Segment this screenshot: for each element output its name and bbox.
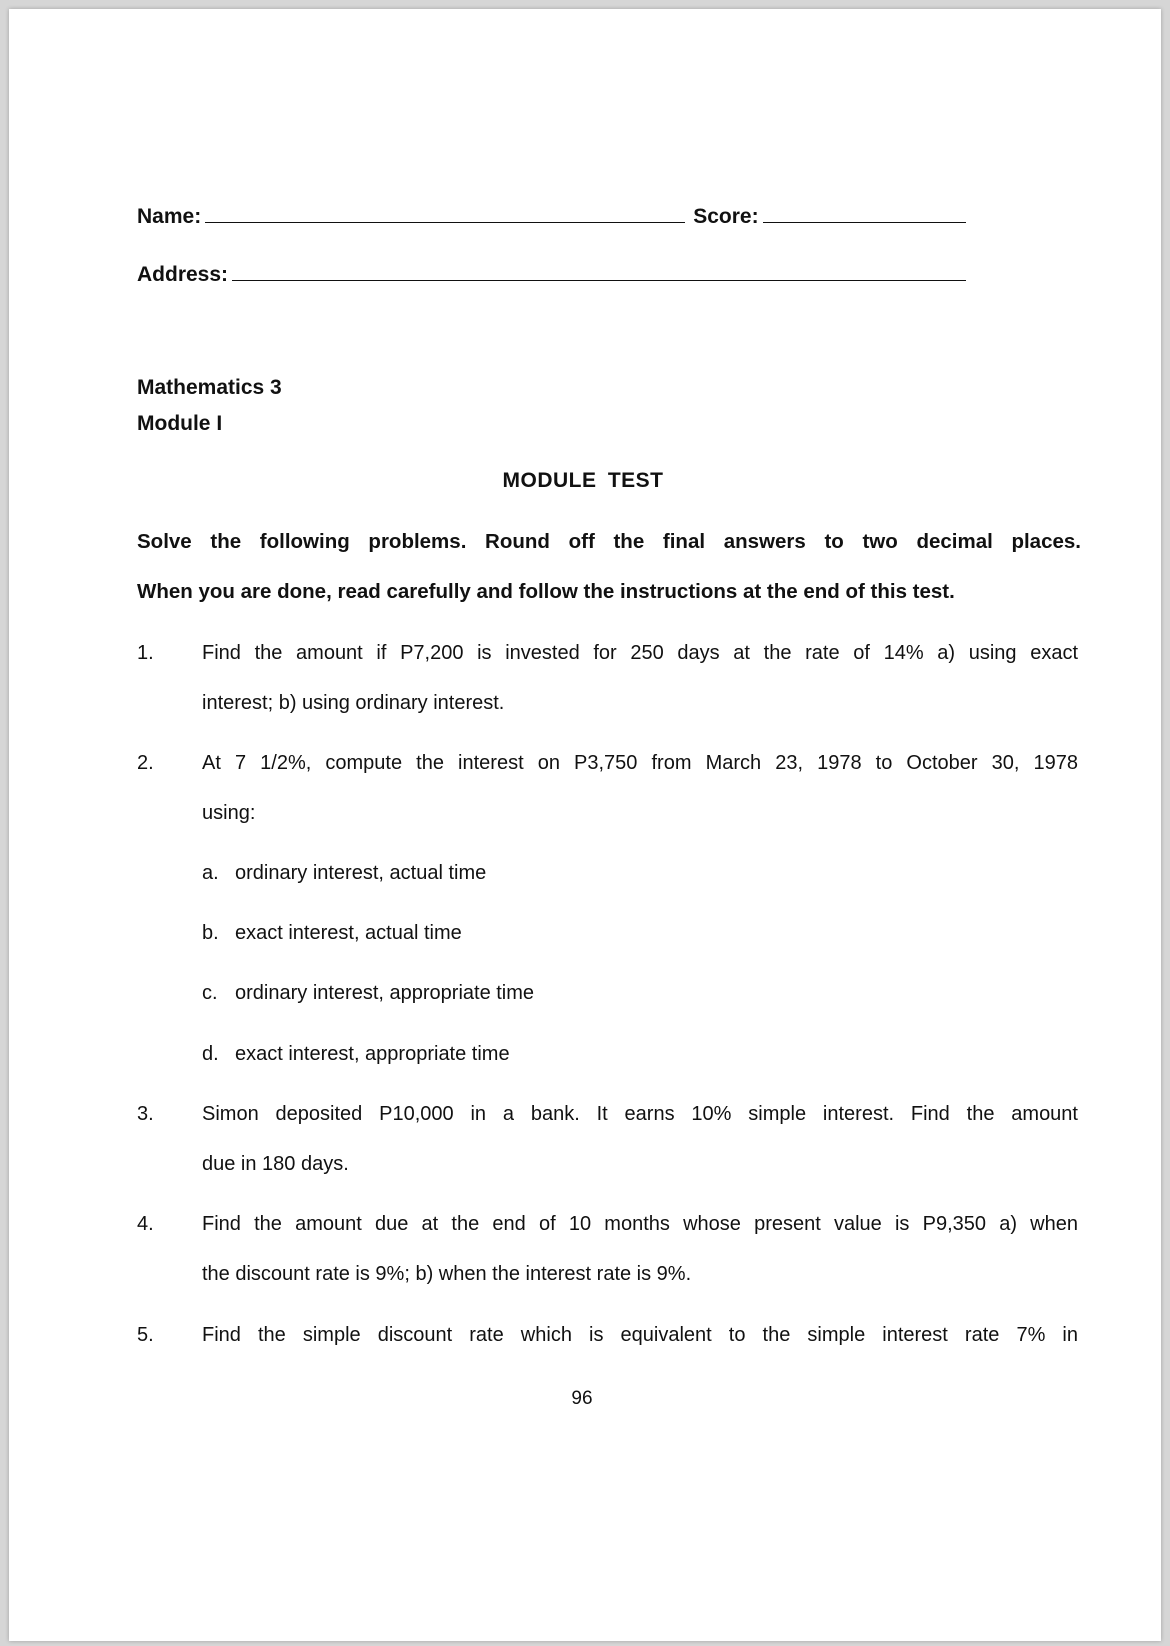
problem-2-line-2: using: [202,802,256,824]
course-title: Mathematics 3 [137,376,282,399]
problem-2-line-1: At 7 1/2%, compute the interest on P3,750 from March 23, 1978 to October 30, 1978 [202,752,1078,774]
document-page [9,9,1161,1641]
subitem-text: exact interest, appropriate time [235,1043,510,1065]
problem-4-line-2: the discount rate is 9%; b) when the interest rate is 9%. [202,1263,692,1285]
address-row [137,262,966,287]
subitem-d [202,1043,510,1066]
score-label: Score: [693,205,759,228]
name-field[interactable] [205,204,685,223]
problem-number: 2. [137,752,154,774]
problem-5-line-1: Find the simple discount rate which is equivalent to the simple interest rate 7% in [202,1324,1078,1346]
problem-1-line-1: Find the amount if P7,200 is invested for 250 days at the rate of 14% a) using exact [202,642,1078,664]
problem-4-line-1: Find the amount due at the end of 10 months whose present value is P9,350 a) when [202,1213,1078,1235]
subitem-text: ordinary interest, actual time [235,862,487,884]
subitem-label: d. [202,1043,219,1065]
address-label: Address: [137,263,229,286]
score-field[interactable] [763,204,966,223]
subitem-label: a. [202,862,219,884]
problem-number: 5. [137,1324,154,1346]
problem-1-line-2: interest; b) using ordinary interest. [202,692,505,714]
subitem-c [202,982,534,1005]
address-field[interactable] [232,262,966,281]
module-title: Module I [137,412,223,435]
name-score-row [137,204,966,229]
problem-number: 1. [137,642,154,664]
problem-number: 3. [137,1103,154,1125]
subitem-a [202,862,486,885]
subitem-label: c. [202,982,218,1004]
instruction-line-1: Solve the following problems. Round off the final answers to two decimal places. [137,530,1081,553]
problem-3-line-2: due in 180 days. [202,1153,349,1175]
page-title: MODULE TEST [502,469,664,492]
page-number: 96 [571,1388,593,1409]
subitem-text: exact interest, actual time [235,922,462,944]
problem-number: 4. [137,1213,154,1235]
name-label: Name: [137,205,202,228]
subitem-text: ordinary interest, appropriate time [235,982,535,1004]
subitem-b [202,922,462,945]
subitem-label: b. [202,922,219,944]
problem-3-line-1: Simon deposited P10,000 in a bank. It earns 10% simple interest. Find the amount [202,1103,1078,1125]
instruction-line-2: When you are done, read carefully and follow the instructions at the end of this test. [137,580,955,603]
